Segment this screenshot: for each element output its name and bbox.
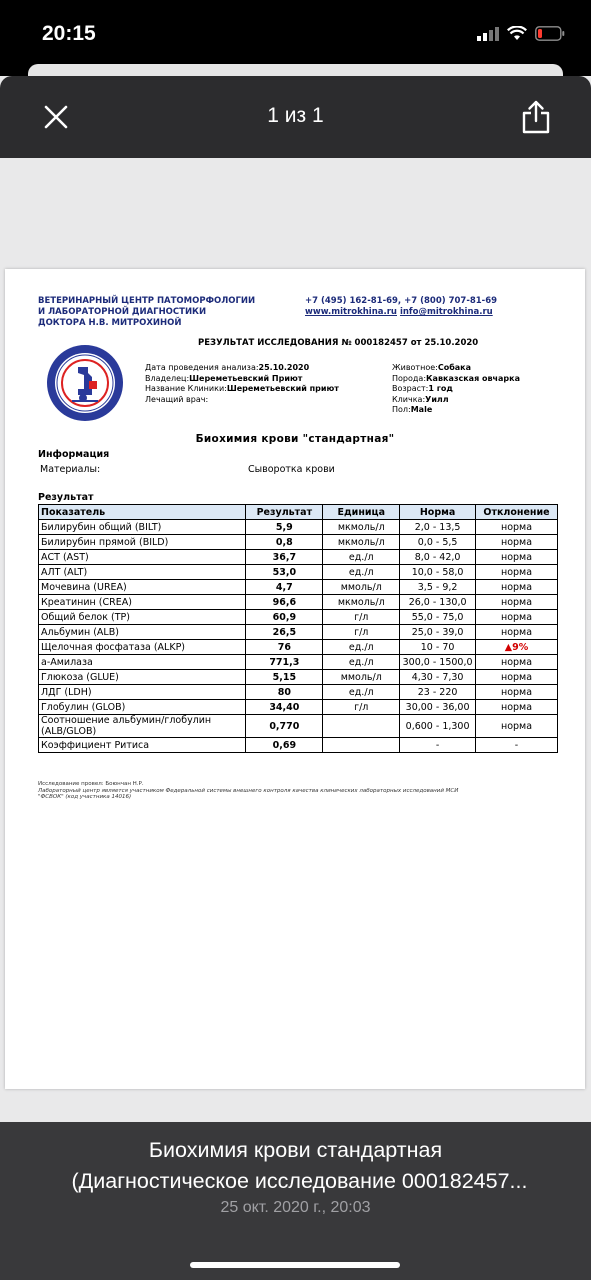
cell-unit: г/л [323, 625, 400, 640]
meta-value: Шереметьевский Приют [189, 373, 303, 383]
clinic-logo-icon [42, 343, 128, 423]
meta-value: 1 год [428, 384, 453, 393]
cell-indicator: а-Амилаза [39, 655, 246, 670]
meta-label: Лечащий врач: [145, 394, 209, 404]
table-row [39, 535, 558, 550]
table-row [39, 565, 558, 580]
cell-norm: 300,0 - 1500,0 [400, 655, 476, 670]
cell-norm: 3,5 - 9,2 [400, 580, 476, 595]
meta-row [145, 374, 339, 385]
meta-label: Кличка: [392, 394, 426, 404]
meta-value: Уилл [425, 394, 449, 404]
cell-norm: 10 - 70 [400, 640, 476, 655]
caption-subtitle: (Диагностическое исследование 000182457... [71, 1169, 528, 1193]
meta-value: Шереметьевский приют [226, 384, 339, 393]
cell-result: 80 [246, 685, 323, 700]
section-title: Биохимия крови "стандартная" [195, 433, 395, 445]
cell-deviation: норма [476, 565, 558, 580]
meta-row [392, 384, 520, 395]
column-header: Отклонение [476, 505, 558, 520]
cell-indicator: Мочевина (UREA) [39, 580, 246, 595]
cell-indicator: АСТ (AST) [39, 550, 246, 565]
cell-norm: 26,0 - 130,0 [400, 595, 476, 610]
wifi-icon [507, 26, 527, 41]
result-heading: Результат [38, 492, 94, 503]
table-row [39, 580, 558, 595]
info-heading: Информация [38, 449, 110, 460]
meta-row [392, 363, 520, 374]
meta-label: Животное: [392, 363, 438, 372]
cell-result: 0,69 [246, 738, 323, 753]
table-row [39, 715, 558, 738]
cell-unit [323, 715, 400, 738]
cell-norm: 8,0 - 42,0 [400, 550, 476, 565]
document-caption [0, 1122, 591, 1280]
cell-unit: ед./л [323, 685, 400, 700]
cell-norm: 30,00 - 36,00 [400, 700, 476, 715]
cell-deviation: норма [476, 670, 558, 685]
home-indicator[interactable] [190, 1262, 400, 1268]
cell-unit: ед./л [323, 550, 400, 565]
meta-row [392, 374, 520, 385]
cell-indicator: Билирубин общий (BILT) [39, 520, 246, 535]
cell-deviation: норма [476, 535, 558, 550]
meta-row [145, 384, 339, 395]
meta-value: 25.10.2020 [258, 363, 310, 372]
cell-deviation: норма [476, 625, 558, 640]
footnote-line: "ФСВОК" (код участника 14016) [38, 794, 132, 800]
cell-unit: ед./л [323, 565, 400, 580]
clinic-name [38, 296, 255, 329]
cell-indicator: АЛТ (ALT) [39, 565, 246, 580]
cell-result: 4,7 [246, 580, 323, 595]
cell-norm: 55,0 - 75,0 [400, 610, 476, 625]
page-counter: 1 из 1 [267, 104, 324, 127]
document-viewer[interactable] [0, 158, 591, 1122]
meta-label: Возраст: [392, 384, 429, 393]
cell-unit: г/л [323, 610, 400, 625]
cell-unit: ммоль/л [323, 580, 400, 595]
cell-indicator: Глюкоза (GLUE) [39, 670, 246, 685]
status-time: 20:15 [42, 22, 96, 45]
cell-unit: мкмоль/л [323, 520, 400, 535]
materials-label: Материалы: [40, 464, 101, 475]
battery-low-icon [535, 26, 565, 41]
meta-label: Владелец: [145, 373, 190, 383]
cell-deviation: норма [476, 520, 558, 535]
cell-indicator: Глобулин (GLOB) [39, 700, 246, 715]
clinic-name-line: ДОКТОРА Н.В. МИТРОХИНОЙ [38, 318, 182, 328]
cell-indicator: Коэффициент Ритиса [39, 738, 246, 753]
table-row [39, 738, 558, 753]
cell-deviation: норма [476, 655, 558, 670]
cell-result: 26,5 [246, 625, 323, 640]
column-header: Единица [323, 505, 400, 520]
meta-label: Пол: [392, 405, 411, 414]
cell-deviation-high: ▲9% [476, 640, 558, 655]
cell-unit: г/л [323, 700, 400, 715]
viewer-navbar [0, 76, 591, 158]
cell-norm: 23 - 220 [400, 685, 476, 700]
meta-row [392, 405, 520, 416]
footnote-line: Исследование провел: Боюнчан Н.Р. [38, 781, 144, 787]
cell-norm: 4,30 - 7,30 [400, 670, 476, 685]
cell-norm: 10,0 - 58,0 [400, 565, 476, 580]
cell-deviation: норма [476, 550, 558, 565]
materials-value: Сыворотка крови [248, 464, 335, 475]
cell-result: 5,15 [246, 670, 323, 685]
meta-label: Порода: [392, 373, 427, 383]
meta-row [145, 363, 339, 374]
cell-unit: мкмоль/л [323, 535, 400, 550]
meta-value: Male [410, 405, 433, 414]
cell-indicator: Щелочная фосфатаза (ALKP) [39, 640, 246, 655]
meta-row [145, 395, 339, 406]
analysis-meta-left [145, 363, 339, 405]
clinic-name-line: ВЕТЕРИНАРНЫЙ ЦЕНТР ПАТОМОРФОЛОГИИ [38, 296, 256, 306]
cell-deviation: норма [476, 715, 558, 738]
footnote-line: Лабораторный центр является участником Федеральной системы внешнего контроля качества клинических лабораторных исследований МСИ [38, 787, 459, 794]
table-row [39, 610, 558, 625]
cell-unit: ммоль/л [323, 670, 400, 685]
cell-deviation: норма [476, 610, 558, 625]
column-header: Норма [400, 505, 476, 520]
share-icon[interactable] [521, 100, 551, 134]
clinic-site-link[interactable]: www.mitrokhina.ru [305, 307, 397, 317]
table-row [39, 640, 558, 655]
cell-result: 96,6 [246, 595, 323, 610]
meta-value: Собака [437, 363, 472, 372]
cell-indicator: Общий белок (TP) [39, 610, 246, 625]
table-row [39, 685, 558, 700]
footnote [38, 781, 458, 801]
table-header-row [39, 505, 558, 520]
cell-indicator: Альбумин (ALB) [39, 625, 246, 640]
clinic-name-line: И ЛАБОРАТОРНОЙ ДИАГНОСТИКИ [38, 307, 207, 317]
cell-result: 0,8 [246, 535, 323, 550]
cell-norm: - [400, 738, 476, 753]
meta-label: Название Клиники: [145, 384, 227, 393]
column-header: Показатель [39, 505, 246, 520]
cell-norm: 0,600 - 1,300 [400, 715, 476, 738]
table-row [39, 550, 558, 565]
meta-label: Дата проведения анализа: [145, 363, 259, 372]
cell-result: 0,770 [246, 715, 323, 738]
cell-indicator: Креатинин (CREA) [39, 595, 246, 610]
table-row [39, 670, 558, 685]
clinic-contacts [305, 296, 497, 318]
clinic-email-link[interactable]: info@mitrokhina.ru [399, 307, 493, 317]
cell-unit [323, 738, 400, 753]
clinic-phones: +7 (495) 162-81-69, +7 (800) 707-81-69 [305, 296, 498, 306]
cell-result: 5,9 [246, 520, 323, 535]
cell-deviation: норма [476, 700, 558, 715]
cell-result: 36,7 [246, 550, 323, 565]
cell-result: 60,9 [246, 610, 323, 625]
cell-deviation: - [476, 738, 558, 753]
cell-indicator: Соотношение альбумин/глобулин (ALB/GLOB) [39, 715, 246, 738]
cell-deviation: норма [476, 595, 558, 610]
status-icons [477, 26, 565, 41]
cell-indicator: Билирубин прямой (BILD) [39, 535, 246, 550]
cell-unit: ед./л [323, 640, 400, 655]
meta-row [392, 395, 520, 406]
column-header: Результат [246, 505, 323, 520]
cell-norm: 2,0 - 13,5 [400, 520, 476, 535]
table-row [39, 595, 558, 610]
cell-result: 53,0 [246, 565, 323, 580]
cell-result: 34,40 [246, 700, 323, 715]
table-row [39, 625, 558, 640]
cell-result: 76 [246, 640, 323, 655]
table-row [39, 655, 558, 670]
cell-indicator: ЛДГ (LDH) [39, 685, 246, 700]
cell-deviation: норма [476, 685, 558, 700]
results-table [38, 504, 558, 753]
document-page [5, 269, 585, 1089]
cell-deviation: норма [476, 580, 558, 595]
caption-title: Биохимия крови стандартная [148, 1138, 443, 1162]
cell-norm: 0,0 - 5,5 [400, 535, 476, 550]
result-title: РЕЗУЛЬТАТ ИССЛЕДОВАНИЯ № 000182457 от 25.10.2020 [198, 338, 479, 348]
meta-value: Кавказская овчарка [426, 373, 520, 383]
table-row [39, 700, 558, 715]
cell-unit: мкмоль/л [323, 595, 400, 610]
analysis-meta-right [392, 363, 520, 416]
cellular-signal-icon [477, 27, 499, 41]
caption-date: 25 окт. 2020 г., 20:03 [220, 1199, 371, 1216]
cell-result: 771,3 [246, 655, 323, 670]
cell-unit: ед./л [323, 655, 400, 670]
table-row [39, 520, 558, 535]
cell-norm: 25,0 - 39,0 [400, 625, 476, 640]
